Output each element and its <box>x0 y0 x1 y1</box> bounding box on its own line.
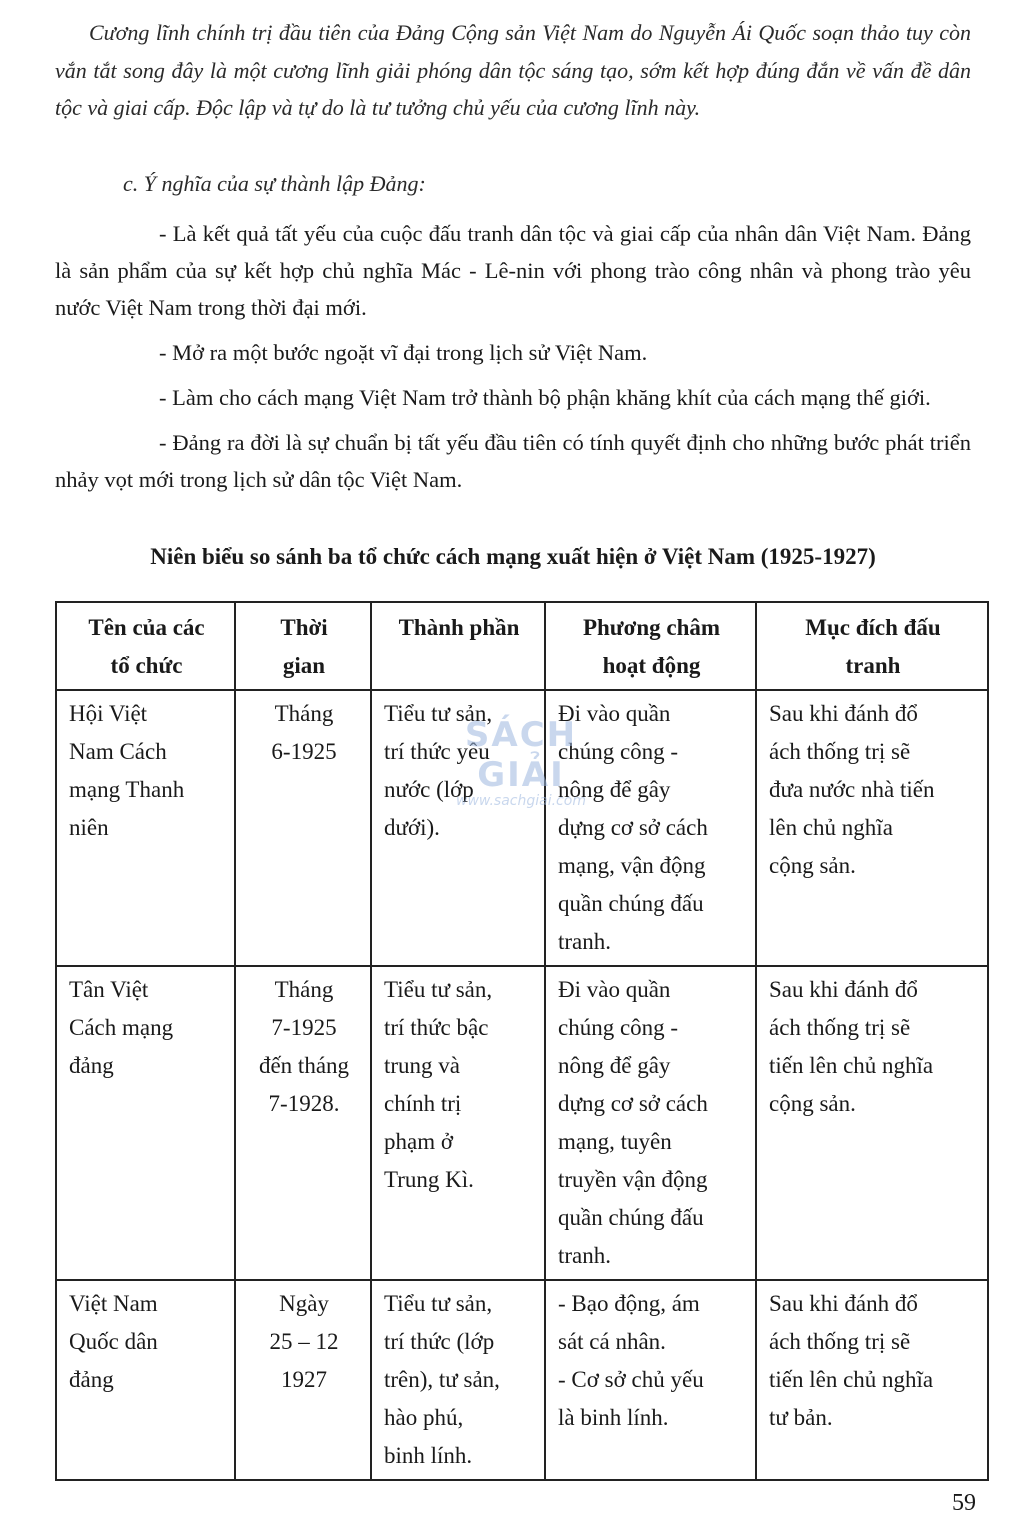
table-row <box>56 690 988 966</box>
header-members: Thành phần <box>371 602 545 690</box>
cell-goal: Sau khi đánh đổ ách thống trị sẽ đưa nước nhà tiến lên chủ nghĩa cộng sản. <box>756 690 988 966</box>
watermark-logo: SÁCH GIẢI <box>464 715 578 795</box>
cell-goal: Sau khi đánh đổ ách thống trị sẽ tiến lên chủ nghĩa cộng sản. <box>756 966 988 1280</box>
table-row <box>56 1280 988 1480</box>
cell-method: - Bạo động, ám sát cá nhân. - Cơ sở chủ yếu là binh lính. <box>545 1280 756 1480</box>
cell-organization: Việt Nam Quốc dân đảng <box>56 1280 235 1480</box>
table-row <box>56 966 988 1280</box>
table-title: Niên biểu so sánh ba tổ chức cách mạng xuất hiện ở Việt Nam (1925-1927) <box>150 544 876 569</box>
cell-members: Tiểu tư sản, trí thức (lớp trên), tư sản, hào phú, binh lính. <box>371 1280 545 1480</box>
section-heading: c. Ý nghĩa của sự thành lập Đảng: <box>123 171 426 196</box>
header-time: Thời gian <box>235 602 371 690</box>
list-item: - Làm cho cách mạng Việt Nam trở thành bộ phận khăng khít của cách mạng thế giới. <box>159 385 931 410</box>
list-item: - Đảng ra đời là sự chuẩn bị tất yếu đầu tiên có tính quyết định cho những bước phát triển nhảy vọt mới trong lịch sử dân tộc Việt Nam. <box>55 430 971 492</box>
list-item: - Mở ra một bước ngoặt vĩ đại trong lịch sử Việt Nam. <box>159 340 648 365</box>
cell-time: Tháng 7-1925 đến tháng 7-1928. <box>235 966 371 1280</box>
significance-list <box>55 215 971 506</box>
header-goal: Mục đích đấu tranh <box>756 602 988 690</box>
watermark-url: www.sachgiai.com <box>456 793 586 809</box>
header-method: Phương châm hoạt động <box>545 602 756 690</box>
cell-time: Ngày 25 – 12 1927 <box>235 1280 371 1480</box>
cell-organization: Hội Việt Nam Cách mạng Thanh niên <box>56 690 235 966</box>
cell-method: Đi vào quần chúng công - nông để gây dựng cơ sở cách mạng, tuyên truyền vận động quần chúng đấu tranh. <box>545 966 756 1280</box>
comparison-table <box>55 601 989 1481</box>
intro-paragraph: Cương lĩnh chính trị đầu tiên của Đảng Cộng sản Việt Nam do Nguyễn Ái Quốc soạn thảo tuy còn vắn tắt song đây là một cương lĩnh giải phóng dân tộc sáng tạo, sớm kết hợp đúng đắn về vấn đề dân tộc và giai cấp. Độc lập và tự do là tư tưởng chủ yếu của cương lĩnh này. <box>55 20 971 120</box>
table-header-row <box>56 602 988 690</box>
cell-members: Tiểu tư sản, trí thức bậc trung và chính trị phạm ở Trung Kì. <box>371 966 545 1280</box>
cell-organization: Tân Việt Cách mạng đảng <box>56 966 235 1280</box>
cell-goal: Sau khi đánh đổ ách thống trị sẽ tiến lên chủ nghĩa tư bản. <box>756 1280 988 1480</box>
cell-time: Tháng 6-1925 <box>235 690 371 966</box>
list-item: - Là kết quả tất yếu của cuộc đấu tranh dân tộc và giai cấp của nhân dân Việt Nam. Đảng là sản phẩm của sự kết hợp chủ nghĩa Mác - Lê-nin với phong trào công nhân và phong trào yêu nước Việt Nam trong thời đại mới. <box>55 221 971 320</box>
page-number: 59 <box>952 1490 976 1516</box>
cell-method: Đi vào quần chúng công - nông để gây dựng cơ sở cách mạng, vận động quần chúng đấu tranh. <box>545 690 756 966</box>
header-organization: Tên của các tổ chức <box>56 602 235 690</box>
cell-members: Tiểu tư sản, trí thức yêu nước (lớp dưới). <box>371 690 545 966</box>
